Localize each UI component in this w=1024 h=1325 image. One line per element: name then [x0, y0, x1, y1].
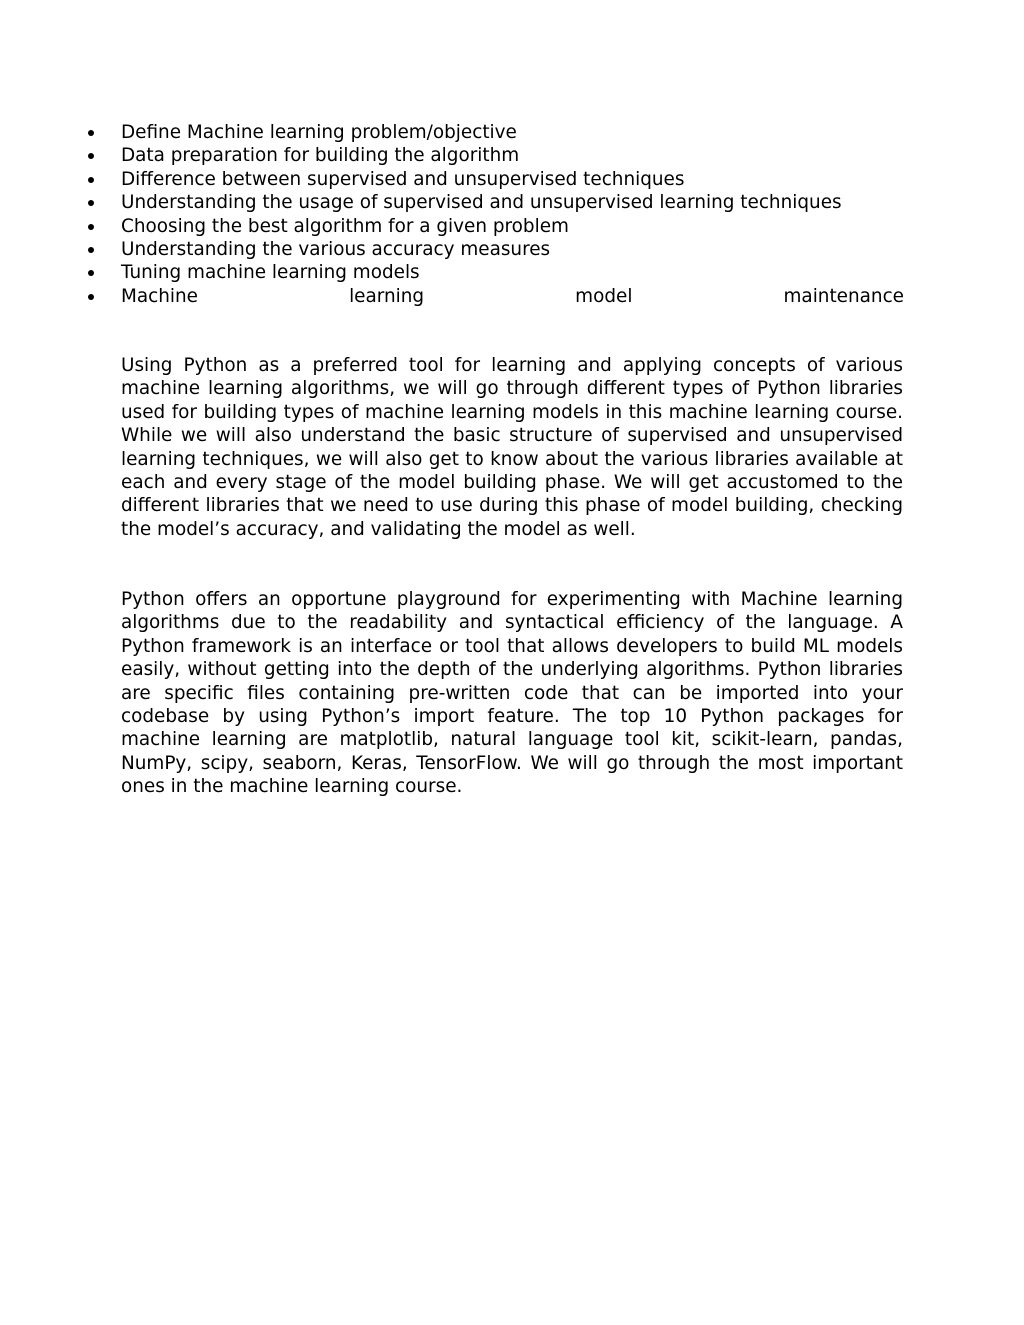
- list-item-text: Understanding the usage of supervised and unsupervised learning techniques: [121, 192, 842, 214]
- list-item: [88, 144, 904, 167]
- bullet-icon: [88, 294, 94, 300]
- list-item-word: model: [575, 285, 633, 307]
- list-item-text: Tuning machine learning models: [121, 262, 420, 284]
- list-item: [88, 121, 904, 144]
- list-item-word: maintenance: [783, 285, 904, 307]
- list-item: [88, 191, 904, 214]
- list-item-text: Difference between supervised and unsupervised techniques: [121, 168, 685, 190]
- body-paragraph: Python offers an opportune playground for experimenting with Machine learning algorithms due to the readability and syntactical efficiency of the language. A Python framework is an interface or tool that allows developers to build ML models easily, without getting into the depth of the underlying algorithms. Python libraries are specific files containing pre-written code that can be imported into your codebase by using Python’s import feature. The top 10 Python packages for machine learning are matplotlib, natural language tool kit, scikit-learn, pandas, NumPy, scipy, seaborn, Keras, TensorFlow. We will go through the most important ones in the machine learning course.: [121, 589, 903, 798]
- list-item-word: learning: [349, 285, 425, 307]
- bullet-icon: [88, 270, 94, 276]
- bullet-icon: [88, 177, 94, 183]
- bullet-icon: [88, 200, 94, 206]
- list-item-text: Define Machine learning problem/objective: [121, 122, 517, 143]
- list-item-justified: [88, 285, 904, 308]
- bullet-icon: [88, 224, 94, 230]
- body-paragraph: Using Python as a preferred tool for learning and applying concepts of various machine learning algorithms, we will go through different types of Python libraries used for building types of machine learning models in this machine learning course. While we will also understand the basic structure of supervised and unsupervised learning techniques, we will also get to know about the various libraries available at each and every stage of the model building phase. We will get accustomed to the different libraries that we need to use during this phase of model building, checking the model’s accuracy, and validating the model as well.: [121, 355, 903, 540]
- list-item: [88, 168, 904, 191]
- list-item-word: Machine: [121, 285, 198, 307]
- bullet-icon: [88, 247, 94, 253]
- bullet-icon: [88, 153, 94, 159]
- list-item: [88, 238, 904, 261]
- bullet-icon: [88, 130, 94, 136]
- list-item-text: Understanding the various accuracy measures: [121, 238, 551, 260]
- list-item-text: Data preparation for building the algorithm: [121, 145, 520, 167]
- topic-list: [88, 121, 904, 308]
- list-item-text: Choosing the best algorithm for a given problem: [121, 215, 569, 237]
- list-item: [88, 261, 904, 284]
- list-item: [88, 215, 904, 238]
